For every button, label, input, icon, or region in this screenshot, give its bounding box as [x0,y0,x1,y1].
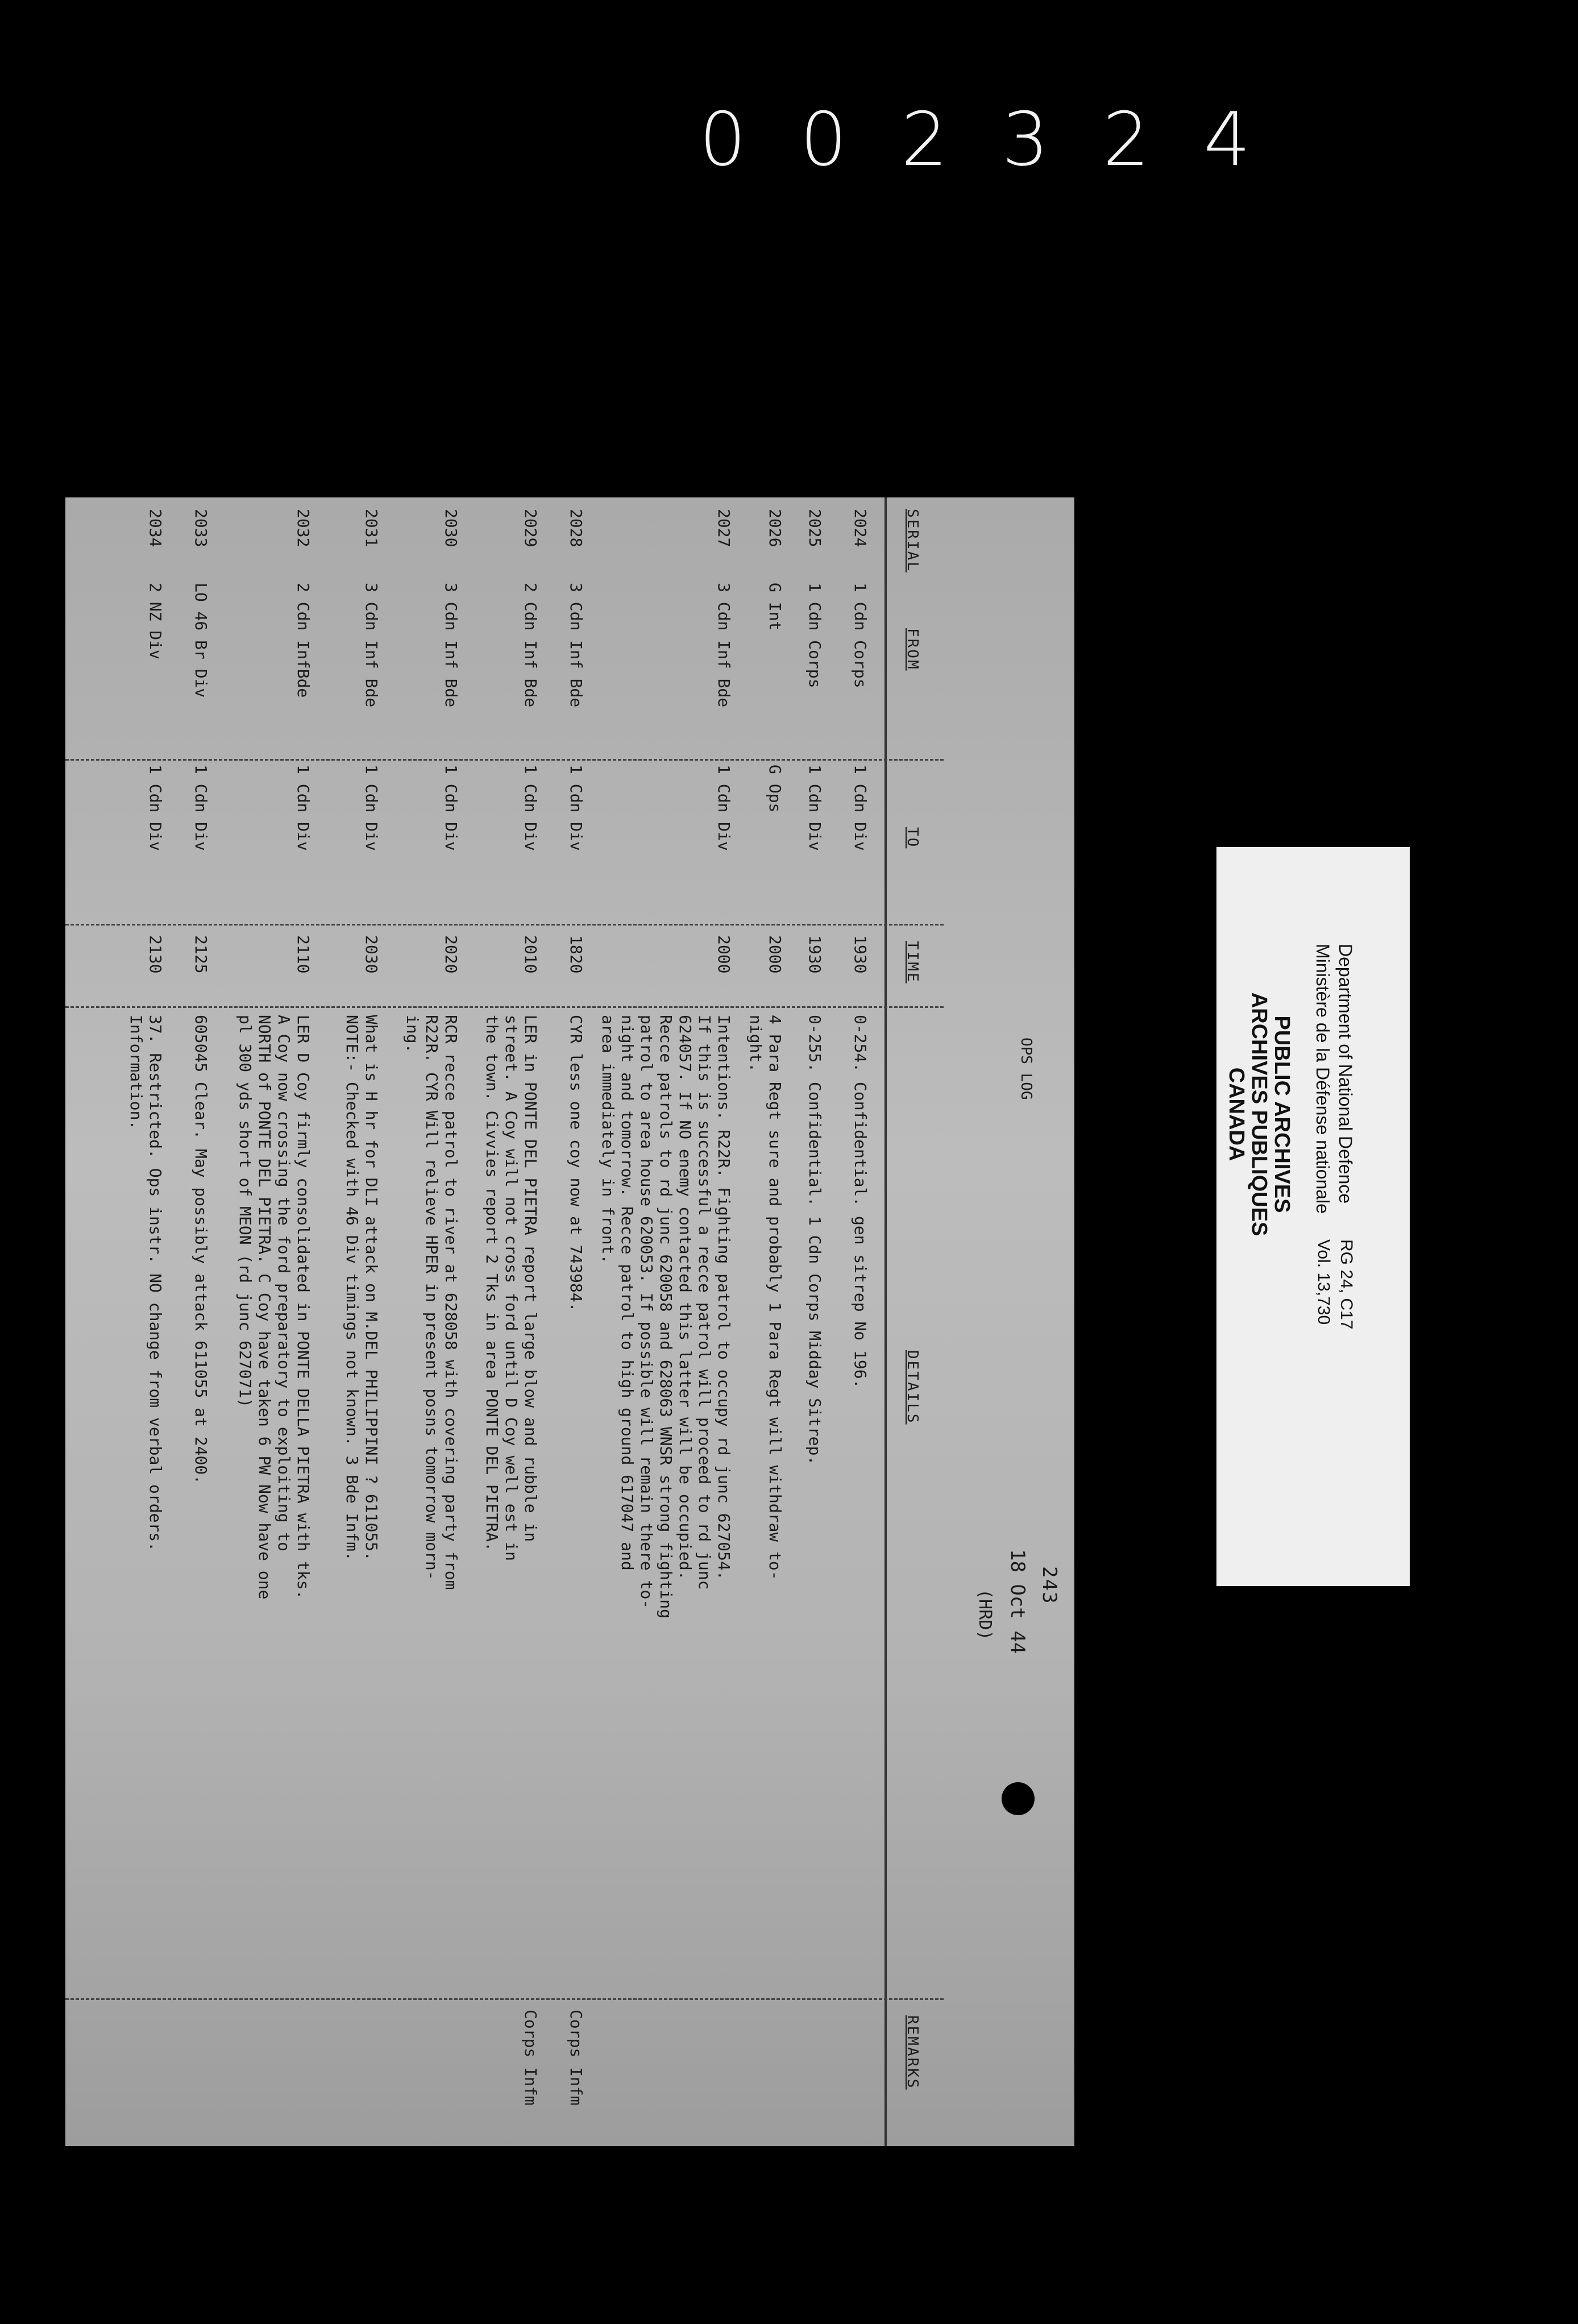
row-serial: 2034 [146,509,165,547]
frame-number [699,96,1256,182]
frame-digit: 3 [1002,96,1055,182]
row-from: 1 Cdn Corps [805,583,824,688]
label-archive-fr: ARCHIVES PUBLIQUES [1247,992,1271,1236]
archive-label-rotated [1216,847,1410,1586]
row-serial: 2028 [567,509,585,547]
row-from: 1 Cdn Corps [851,583,870,688]
label-archive-country: CANADA [1224,1067,1248,1161]
unit-ref: OPS LOG [1018,1038,1035,1100]
row-from: G Int [766,583,784,631]
frame-digit: 0 [699,96,752,182]
row-from: 3 Cdn Inf Bde [442,583,460,708]
row-details: 37. Restricted. Ops instr. NO change from verbal orders. Information. [127,1015,165,1552]
row-remarks: Corps Infm [567,2010,585,2106]
sheet-header [961,497,1074,2146]
row-from: 3 Cdn Inf Bde [362,583,381,708]
label-archive [1225,938,1293,1290]
row-from: 2 Cdn InfBde [294,583,313,698]
row-to: 1 Cdn Div [442,765,460,851]
row-details: CYR less one coy now at 743984. [567,1015,585,1312]
col-time: TIME [904,941,921,983]
row-to: 1 Cdn Div [192,765,210,851]
row-time: 2020 [442,935,460,974]
row-to: 1 Cdn Div [521,765,540,851]
unit-code: (HRD) [975,1589,995,1641]
row-time: 1930 [805,935,824,974]
row-from: 3 Cdn Inf Bde [715,583,733,708]
row-serial: 2025 [805,509,824,547]
row-serial: 2027 [715,509,733,547]
archive-label [1216,847,1410,1586]
column-divider [65,1006,944,1008]
row-serial: 2026 [766,509,784,547]
row-details: 0-255. Confidential. 1 Cdn Corps Midday Sitrep. [805,1015,824,1466]
row-serial: 2032 [294,509,313,547]
row-to: 1 Cdn Div [146,765,165,851]
row-details: LER D Coy firmly consolidated in PONTE DELLA PIETRA with tks. A Coy now crossing the ford preparatory to exploiting to NORTH of PONTE DEL PIETRA. C Coy have taken 6 PW Now have one pl 300 yds short of MEON (rd junc 627071) [236,1015,313,1600]
frame-digit: 0 [800,96,853,182]
log-sheet [65,497,1074,2146]
label-dept-fr: Ministère de la Défense nationale [1313,944,1333,1214]
col-details: DETAILS [904,1350,921,1425]
column-headers [884,497,944,2146]
row-to: 1 Cdn Div [715,765,733,851]
row-time: 2110 [294,935,313,974]
row-details: LER in PONTE DEL PIETRA report large blow and rubble in street. A Coy will not cross ford until D Coy well est in the town. Civvies report 2 Tks in area PONTE DEL PIETRA. [483,1015,540,1561]
row-remarks: Corps Infm [521,2010,540,2106]
column-divider [65,759,944,761]
frame-digit: 2 [900,96,954,182]
row-details: What is H hr for DLI attack on M.DEL PHILIPPINI ? 611055. NOTE:- Checked with 46 Div timings not known. 3 Bde Infm. [343,1015,381,1561]
frame-digit: 2 [1102,96,1156,182]
row-serial: 2033 [192,509,210,547]
row-to: G Ops [766,765,784,813]
frame-digit: 4 [1203,96,1256,182]
col-to: TO [904,827,921,849]
row-from: 2 Cdn Inf Bde [521,583,540,708]
row-from: 3 Cdn Inf Bde [567,583,585,708]
row-details: 0-254. Confidential. gen sitrep No 196. [851,1015,870,1389]
row-serial: 2031 [362,509,381,547]
col-remarks: REMARKS [904,2015,921,2090]
col-from: FROM [904,628,921,671]
row-details: RCR recce patrol to river at 628058 with covering party from R22R. CYR Will relieve HPER in present posns tomorrow morn- ing. [403,1015,460,1590]
row-serial: 2029 [521,509,540,547]
log-sheet-rotated [65,497,1074,2146]
row-details: Intentions. R22R. Fighting patrol to occupy rd junc 627054. If this is successful a recce patrol will proceed to rd junc 624057. If NO enemy contacted this latter will be occupied. Recce patrols to rd junc 620058 and 628063 WNSR strong fighting patrol to area house 620053. If possible will remain there to- night and tomorrow. Recce patrol to high ground 617047 and area immediately in front. [599,1015,733,1619]
row-from: 2 NZ Div [146,583,165,659]
row-to: 1 Cdn Div [567,765,585,851]
hole-punch [1002,1782,1035,1815]
row-serial: 2030 [442,509,460,547]
label-archive-en: PUBLIC ARCHIVES [1270,1015,1294,1213]
row-to: 1 Cdn Div [294,765,313,851]
row-serial: 2024 [851,509,870,547]
col-serial: SERIAL [904,509,921,572]
log-date: 18 Oct 44 [1006,1549,1029,1654]
row-to: 1 Cdn Div [851,765,870,851]
row-details: 605045 Clear. May possibly attack 611055 at 2400. [192,1015,210,1485]
label-dept-en: Department of National Defence [1335,944,1356,1204]
column-divider [65,924,944,926]
row-time: 1930 [851,935,870,974]
row-time: 2125 [192,935,210,974]
row-time: 1820 [567,935,585,974]
row-time: 2010 [521,935,540,974]
label-vol: Vol. 13,730 [1314,1239,1333,1325]
row-to: 1 Cdn Div [362,765,381,851]
label-ref: RG 24, C17 [1337,1239,1356,1330]
row-to: 1 Cdn Div [805,765,824,851]
page-number: 243 [1038,1566,1061,1605]
row-from: LO 46 Br Div [192,583,210,698]
row-time: 2030 [362,935,381,974]
column-divider [65,1998,944,2000]
row-time: 2000 [766,935,784,974]
row-time: 2130 [146,935,165,974]
row-time: 2000 [715,935,733,974]
row-details: 4 Para Regt sure and probably 1 Para Regt will withdraw to- night. [746,1015,784,1580]
